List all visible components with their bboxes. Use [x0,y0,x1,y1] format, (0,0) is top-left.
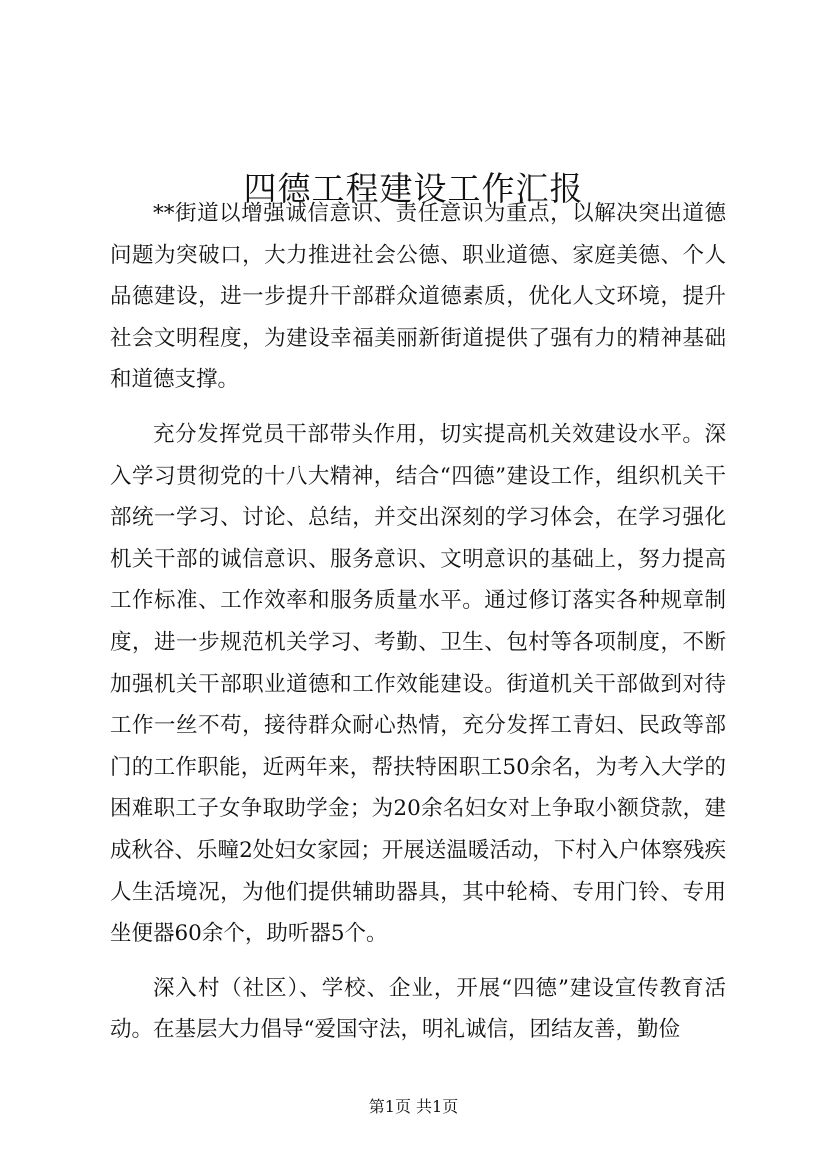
document-body [110,193,726,1051]
paragraph-outreach: 深入村（社区）、学校、企业，开展“四德”建设宣传教育活动。在基层大力倡导“爱国守法，明礼诚信，团结友善，勤俭 [110,975,726,1043]
document-title: 四德工程建设工作汇报 [243,169,584,209]
paragraph-cadres: 充分发挥党员干部带头作用，切实提高机关效建设水平。深入学习贯彻党的十八大精神，结合“四德”建设工作，组织机关干部统一学习、讨论、总结，并交出深刻的学习体会，在学习强化机关干部的诚信意识、服务意识、文明意识的基础上，努力提高工作标准、工作效率和服务质量水平。通过修订落实各种规章制度，进一步规范机关学习、考勤、卫生、包村等各项制度，不断加强机关干部职业道德和工作效能建设。街道机关干部做到对待工作一丝不苟，接待群众耐心热情，充分发挥工青妇、民政等部门的工作职能，近两年来，帮扶特困职工50余名，为考入大学的困难职工子女争取助学金；为20余名妇女对上争取小额贷款，建成秋谷、乐疃2处妇女家园；开展送温暖活动，下村入户体察残疾人生活境况，为他们提供辅助器具，其中轮椅、专用门铃、专用坐便器60余个，助听器5个。 [110,421,726,947]
page-footer: 第1页 共1页 [368,1097,459,1116]
paragraph-intro: **街道以增强诚信意识、责任意识为重点，以解决突出道德问题为突破口，大力推进社会公德、职业道德、家庭美德、个人品德建设，进一步提升干部群众道德素质，优化人文环境，提升社会文明程度，为建设幸福美丽新街道提供了强有力的精神基础和道德支撑。 [110,201,726,393]
